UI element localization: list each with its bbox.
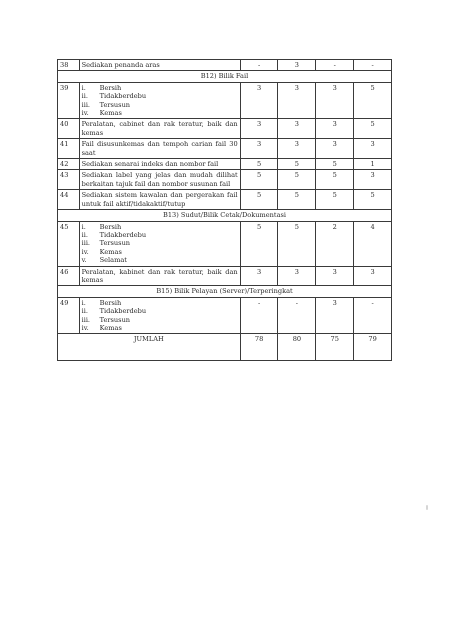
score-cell: -: [278, 297, 316, 334]
subitem-text: Tidakberdebu: [99, 230, 147, 239]
item-description: Sediakan label yang jelas dan mudah dilihat berkaitan tajuk fail dan nombor susunan fail: [79, 170, 240, 190]
score-cell: 3: [278, 60, 316, 71]
subitem-numeral: iii.: [81, 239, 91, 248]
subitem-text: Kemas: [99, 109, 122, 118]
score-cell: 3: [316, 82, 354, 119]
subitem-text: Kemas: [99, 323, 122, 332]
score-cell: 5: [278, 190, 316, 210]
item-row: [58, 297, 392, 334]
score-cell: 5: [278, 170, 316, 190]
item-number: 41: [58, 139, 80, 159]
subitem: [82, 248, 238, 256]
score-cell: 5: [240, 190, 278, 210]
subitem-text: Bersih: [99, 222, 122, 231]
item-description: Peralatan, cabinet dan rak teratur, baik dan kemas: [79, 119, 240, 139]
item-row: [58, 60, 392, 71]
score-cell: 3: [316, 297, 354, 334]
subitem: [82, 299, 238, 307]
score-cell: 3: [240, 119, 278, 139]
score-cell: 3: [278, 82, 316, 119]
score-cell: 3: [240, 266, 278, 286]
section-row: [58, 71, 392, 82]
subitem-numeral: i.: [81, 298, 86, 307]
score-cell: -: [240, 297, 278, 334]
subitem-numeral: i.: [81, 83, 86, 92]
subitem-numeral: iii.: [81, 315, 91, 324]
score-cell: 1: [354, 159, 392, 170]
item-description: Peralatan, kabinet dan rak teratur, baik dan kemas: [79, 266, 240, 286]
score-cell: 5: [354, 190, 392, 210]
score-cell: -: [354, 297, 392, 334]
scan-mark: [426, 505, 428, 510]
item-row: [58, 159, 392, 170]
item-row: [58, 82, 392, 119]
score-cell: 5: [316, 190, 354, 210]
subitem-text: Tersusun: [99, 239, 131, 248]
subitem: [82, 231, 238, 239]
score-cell: 5: [354, 82, 392, 119]
subitem-text: Bersih: [99, 83, 122, 92]
subitem: [82, 256, 238, 264]
checklist-table: [57, 59, 392, 361]
item-row: [58, 190, 392, 210]
total-value: 80: [278, 334, 316, 361]
subitem: [82, 223, 238, 231]
section-title: B15) Bilik Pelayan (Server)/Terperingkat: [58, 286, 392, 297]
score-cell: 5: [240, 170, 278, 190]
item-number: 43: [58, 170, 80, 190]
item-row: [58, 221, 392, 266]
subitem-text: Tersusun: [99, 100, 131, 109]
score-cell: 3: [240, 82, 278, 119]
score-cell: 3: [354, 139, 392, 159]
subitem: [82, 307, 238, 315]
score-cell: -: [354, 60, 392, 71]
section-title: B13) Sudut/Bilik Cetak/Dokumentasi: [58, 210, 392, 221]
subitem-numeral: iii.: [81, 100, 91, 109]
subitem-numeral: ii.: [81, 307, 88, 316]
score-cell: 3: [354, 266, 392, 286]
item-description: [79, 82, 240, 119]
total-value: 78: [240, 334, 278, 361]
score-cell: 3: [316, 139, 354, 159]
item-description: [79, 297, 240, 334]
subitem-numeral: ii.: [81, 92, 88, 101]
total-row: [58, 334, 392, 361]
item-number: 39: [58, 82, 80, 119]
subitem-numeral: i.: [81, 222, 86, 231]
score-cell: 5: [240, 159, 278, 170]
subitem: [82, 316, 238, 324]
item-number: 38: [58, 60, 80, 71]
subitem-text: Tidakberdebu: [99, 307, 147, 316]
subitem-text: Selamat: [99, 256, 127, 265]
item-number: 42: [58, 159, 80, 170]
section-title: B12) Bilik Fail: [58, 71, 392, 82]
subitem-numeral: iv.: [81, 109, 89, 118]
item-number: 45: [58, 221, 80, 266]
item-description: Fail disusunkemas dan tempoh carian fail 30 saat: [79, 139, 240, 159]
score-cell: 2: [316, 221, 354, 266]
item-number: 44: [58, 190, 80, 210]
subitem: [82, 84, 238, 92]
item-description: Sediakan sistem kawalan dan pergerakan fail untuk fail aktif/tidakaktif/tutup: [79, 190, 240, 210]
score-cell: 3: [354, 170, 392, 190]
subitem-text: Bersih: [99, 298, 122, 307]
item-number: 46: [58, 266, 80, 286]
score-cell: 5: [278, 221, 316, 266]
item-description: Sediakan senarai indeks dan nombor fail: [79, 159, 240, 170]
score-cell: 5: [278, 159, 316, 170]
score-cell: -: [240, 60, 278, 71]
score-cell: -: [316, 60, 354, 71]
subitem-numeral: ii.: [81, 230, 88, 239]
score-cell: 3: [278, 266, 316, 286]
item-row: [58, 119, 392, 139]
score-cell: 5: [240, 221, 278, 266]
item-row: [58, 139, 392, 159]
subitem-text: Tidakberdebu: [99, 92, 147, 101]
subitem-text: Kemas: [99, 247, 122, 256]
item-row: [58, 266, 392, 286]
score-cell: 3: [278, 119, 316, 139]
score-cell: 3: [240, 139, 278, 159]
subitem: [82, 239, 238, 247]
score-cell: 5: [354, 119, 392, 139]
checklist-body: [58, 60, 392, 334]
subitem-numeral: v.: [81, 256, 87, 265]
total-label: JUMLAH: [58, 334, 241, 361]
score-cell: 5: [316, 170, 354, 190]
item-description: Sediakan penanda aras: [79, 60, 240, 71]
subitem: [82, 324, 238, 332]
subitem: [82, 101, 238, 109]
subitem: [82, 92, 238, 100]
score-cell: 5: [316, 159, 354, 170]
score-cell: 3: [316, 119, 354, 139]
section-row: [58, 286, 392, 297]
score-cell: 3: [316, 266, 354, 286]
subitem-numeral: iv.: [81, 247, 89, 256]
subitem: [82, 109, 238, 117]
total-value: 79: [354, 334, 392, 361]
subitem-numeral: iv.: [81, 323, 89, 332]
score-cell: 3: [278, 139, 316, 159]
item-description: [79, 221, 240, 266]
item-number: 40: [58, 119, 80, 139]
score-cell: 4: [354, 221, 392, 266]
section-row: [58, 210, 392, 221]
item-number: 49: [58, 297, 80, 334]
total-value: 75: [316, 334, 354, 361]
item-row: [58, 170, 392, 190]
subitem-text: Tersusun: [99, 315, 131, 324]
